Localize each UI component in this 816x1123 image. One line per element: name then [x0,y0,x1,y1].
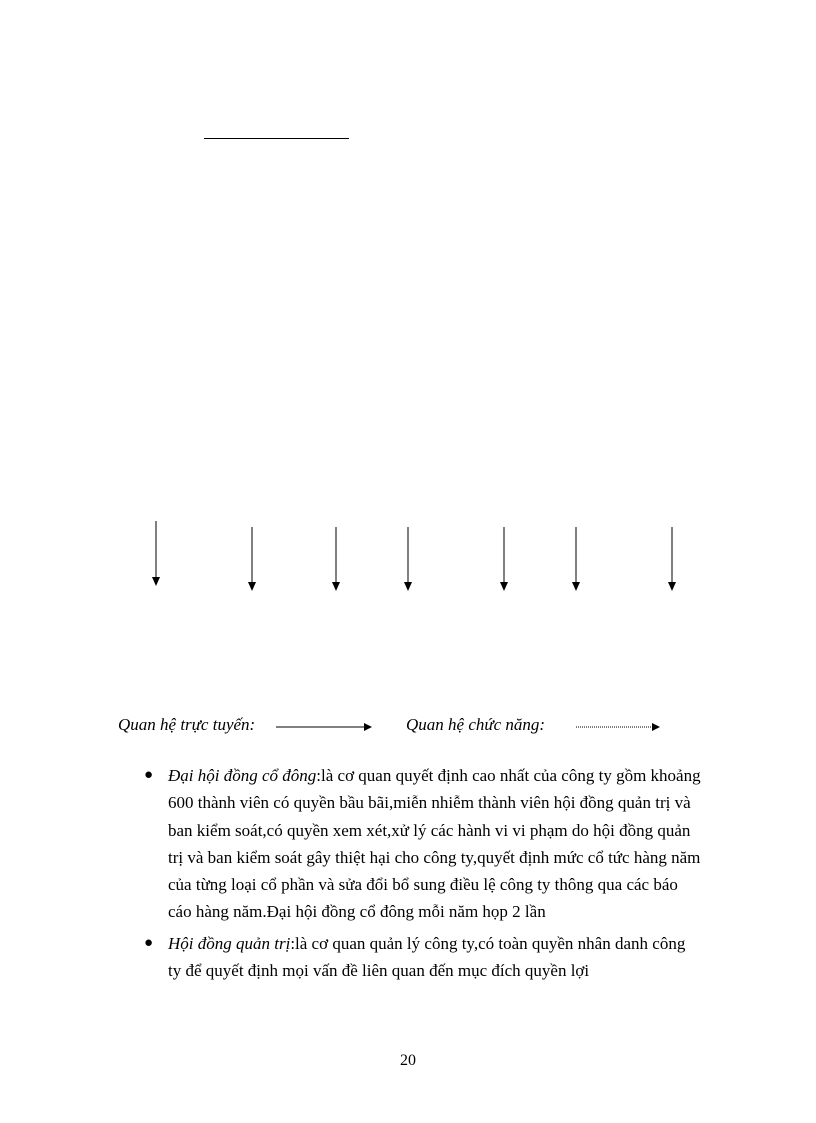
down-arrow [404,527,412,591]
bullet-list [141,762,701,988]
bullet-icon: ● [144,767,154,783]
down-arrow [248,527,256,591]
down-arrow [572,527,580,591]
bullet-item [141,762,701,926]
bullet-text: :là cơ quan quyết định cao nhất của công ty gồm khoảng 600 thành viên có quyền bầu bãi,miễn nhiễm thành viên hội đồng quản trị và ban kiểm soát,có quyền xem xét,xử lý các hành vi vi phạm do hội đồng quản trị và ban kiểm soát gây thiệt hại cho công ty,quyết định mức cổ tức hàng năm của từng loại cổ phần và sửa đổi bổ sung điều lệ công ty thông qua các báo cáo hàng năm.Đại hội đồng cổ đông mỗi năm họp 2 lần [168,766,701,922]
legend-line-label: Quan hệ trực tuyến: [118,715,256,734]
down-arrow [152,521,160,586]
dotted-arrow-icon [576,713,666,737]
bullet-term: Hội đồng quản trị [168,933,291,953]
legend [118,713,698,741]
solid-arrow-icon [276,713,376,737]
down-arrow [332,527,340,591]
bullet-item [141,930,701,985]
bullet-icon: ● [144,934,154,951]
down-arrow [668,527,676,591]
page-number: 20 [400,1052,416,1069]
down-arrow [500,527,508,591]
bullet-term: Đại hội đồng cổ đông [168,766,317,785]
bullet-text: :là cơ quan quản lý công ty,có toàn quyền nhân danh công ty để quyết định mọi vấn đề liên quan đến mục đích quyền lợi [168,933,686,981]
legend-function-label: Quan hệ chức năng: [406,715,546,734]
